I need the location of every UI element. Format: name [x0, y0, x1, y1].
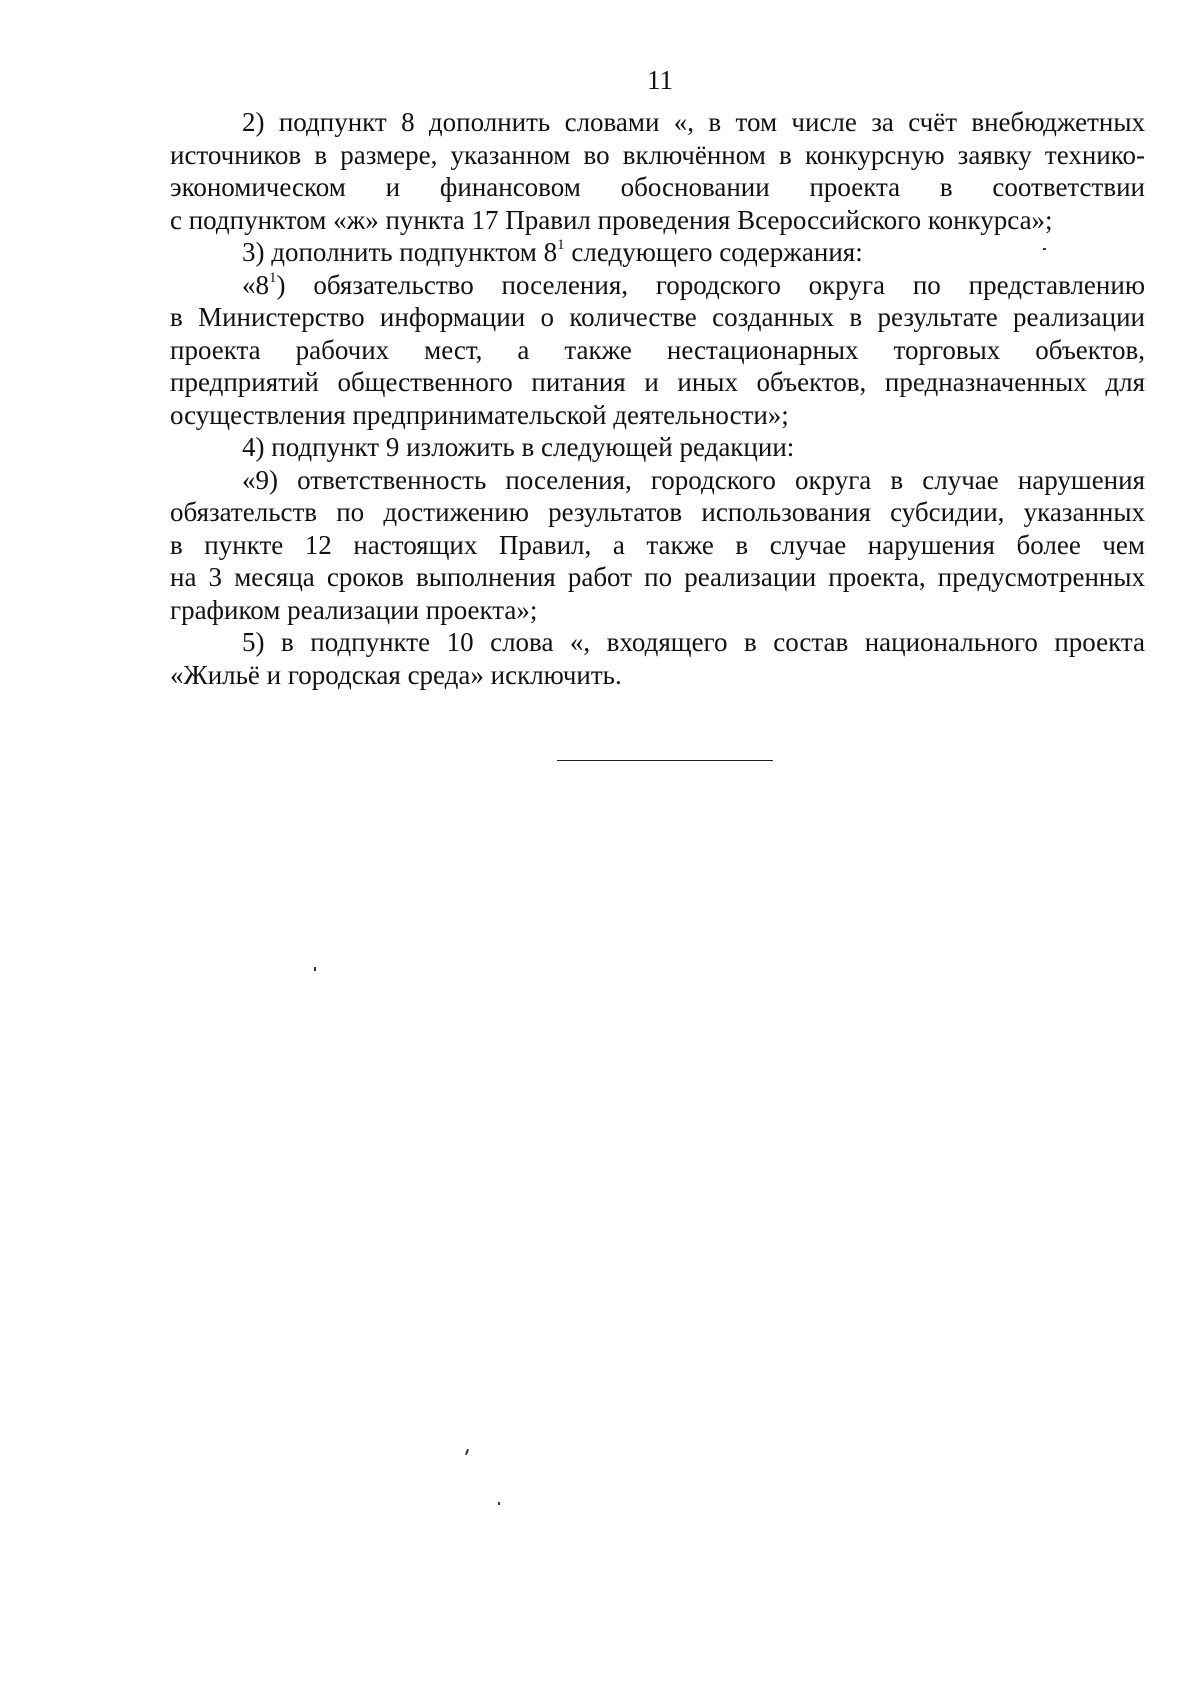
paragraph-item-5: [170, 626, 1145, 691]
text-line: [170, 269, 1145, 302]
scan-speck: [465, 1449, 469, 1455]
text-fragment: «8: [242, 269, 269, 300]
scan-speck: [1043, 248, 1046, 250]
scan-speck: [314, 967, 316, 971]
text-line: предприятий общественного питания и иных объектов, предназначенных для: [170, 367, 1145, 397]
paragraph-item-4: [170, 431, 1145, 464]
text-fragment: ) обязательство поселения, городского округа по представлению: [276, 269, 1145, 300]
paragraph-item-2: [170, 106, 1145, 236]
text-line: экономическом и финансовом обосновании проекта в соответствии: [170, 172, 1145, 202]
paragraph-item-3: [170, 236, 1145, 269]
text-line: 5) в подпункте 10 слова «, входящего в состав национального проекта: [242, 627, 1145, 657]
text-line: обязательств по достижению результатов использования субсидии, указанных: [170, 497, 1145, 527]
text-line: с подпунктом «ж» пункта 17 Правил проведения Всероссийского конкурса»;: [170, 204, 1053, 235]
text-line: «9) ответственность поселения, городского округа в случае нарушения: [242, 464, 1145, 495]
text-line: 4) подпункт 9 изложить в следующей редакции:: [242, 432, 795, 462]
text-fragment: следующего содержания:: [564, 237, 863, 267]
end-of-text-rule: [557, 760, 773, 761]
paragraph-item-9: [170, 464, 1145, 627]
text-line: 2) подпункт 8 дополнить словами «, в том числе за счёт внебюджетных: [242, 107, 1145, 137]
text-line: источников в размере, указанном во включённом в конкурсную заявку технико-: [170, 139, 1145, 170]
superscript: 1: [557, 237, 565, 253]
text-line: проекта рабочих мест, а также нестационарных торговых объектов,: [170, 334, 1145, 365]
paragraph-item-8-1: [170, 269, 1145, 432]
text-line: в пункте 12 настоящих Правил, а также в случае нарушения более чем: [170, 529, 1145, 560]
document-body: [170, 106, 1145, 691]
text-line: на 3 месяца сроков выполнения работ по реализации проекта, предусмотренных: [170, 562, 1145, 592]
text-line: «Жильё и городская среда» исключить.: [170, 659, 622, 690]
page-number: 11: [647, 65, 673, 95]
text-line: графиком реализации проекта»;: [170, 594, 538, 625]
scan-speck: [498, 1502, 500, 1505]
text-fragment: 3) дополнить подпунктом 8: [242, 237, 558, 267]
text-line: осуществления предпринимательской деятельности»;: [170, 399, 789, 430]
text-line: [170, 236, 1145, 269]
text-line: в Министерство информации о количестве созданных в результате реализации: [170, 302, 1145, 332]
superscript: 1: [269, 269, 277, 286]
